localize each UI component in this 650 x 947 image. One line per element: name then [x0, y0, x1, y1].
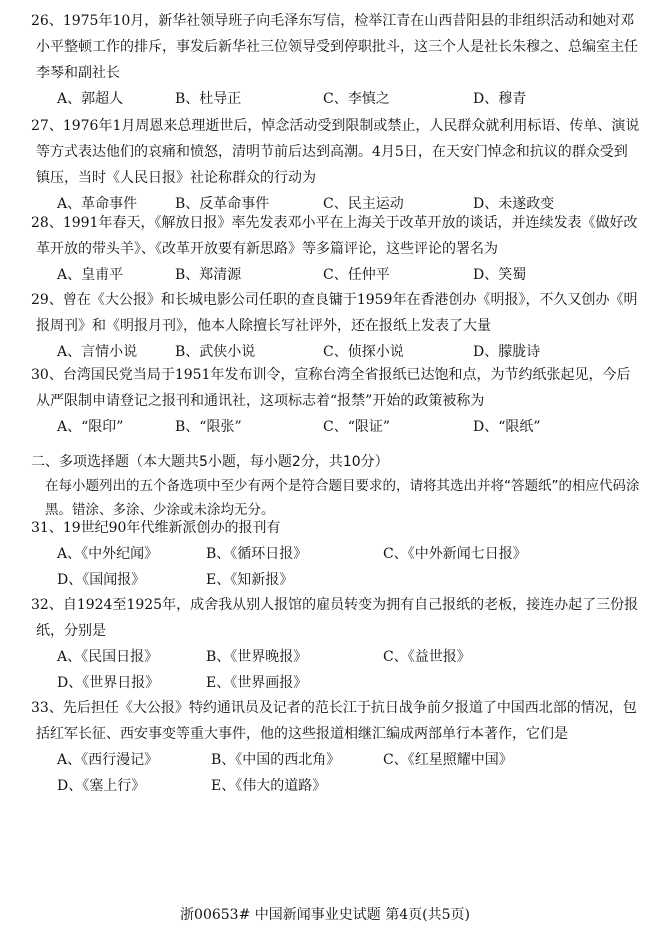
question-29	[31, 287, 641, 365]
option-b: B、“限张”	[175, 419, 242, 435]
option-a: A、《西行漫记》	[57, 752, 159, 768]
option-e: E、《伟大的道路》	[211, 778, 327, 794]
option-b: B、《中国的西北角》	[211, 752, 341, 768]
option-a: A、皇甫平	[57, 267, 124, 283]
options-row	[31, 567, 641, 593]
option-d: D、《国闻报》	[57, 572, 146, 588]
options-row	[31, 262, 641, 288]
option-d: D、朦胧诗	[473, 344, 541, 360]
question-stem: 32、自1924至1925年，成舍我从别人报馆的雇员转变为拥有自己报纸的老板，接连办起了三份报纸，分别是	[31, 597, 639, 639]
question-stem: 33、先后担任《大公报》特约通讯员及记者的范长江于抗日战争前夕报道了中国西北部的情况，包括红军长征、西安事变等重大事件，他的这些报道相继汇编成两部单行本著作，它们是	[31, 700, 637, 742]
option-c: C、《红星照耀中国》	[383, 752, 513, 768]
option-e: E、《世界画报》	[206, 675, 308, 691]
question-stem: 28、1991年春天，《解放日报》率先发表邓小平在上海关于改革开放的谈话，并连续发表《做好改革开放的带头羊》、《改革开放要有新思路》等多篇评论，这些评论的署名为	[31, 215, 638, 257]
option-b: B、《循环日报》	[206, 546, 308, 562]
option-b: B、《世界晚报》	[206, 649, 308, 665]
question-stem: 31、19世纪90年代维新派创办的报刊有	[31, 520, 281, 536]
option-c: C、“限证”	[323, 419, 391, 435]
option-d: D、穆青	[473, 91, 527, 107]
option-c: C、《中外新闻七日报》	[383, 546, 527, 562]
option-d: D、未遂政变	[473, 196, 555, 212]
option-c: C、任仲平	[323, 267, 390, 283]
option-c: C、民主运动	[323, 196, 404, 212]
question-32	[31, 592, 641, 696]
option-c: C、《益世报》	[383, 649, 471, 665]
option-d: D、笑蜀	[473, 267, 527, 283]
option-b: B、郑清源	[175, 267, 242, 283]
question-30	[31, 362, 641, 440]
option-c: C、侦探小说	[323, 344, 404, 360]
question-31	[31, 515, 641, 593]
options-row	[31, 414, 641, 440]
option-a: A、《民国日报》	[57, 649, 159, 665]
options-row	[31, 670, 641, 696]
option-c: C、李慎之	[323, 91, 390, 107]
option-a: A、革命事件	[57, 196, 138, 212]
option-b: B、杜导正	[175, 91, 242, 107]
page-footer: 浙00653# 中国新闻事业史试题 第4页(共5页)	[180, 907, 470, 923]
option-a: A、言情小说	[57, 344, 138, 360]
question-28	[31, 210, 641, 288]
option-d: D、《塞上行》	[57, 778, 146, 794]
question-33	[31, 695, 641, 799]
question-27	[31, 113, 641, 217]
question-stem: 30、台湾国民党当局于1951年发布训令，宣称台湾全省报纸已达饱和点，为节约纸张起见，今后从严限制申请登记之报刊和通讯社，这项标志着“报禁”开始的政策被称为	[31, 367, 631, 409]
section-title: 二、多项选择题（本大题共5小题，每小题2分，共10分）	[31, 454, 389, 470]
option-a: A、《中外纪闻》	[57, 546, 159, 562]
option-d: D、“限纸”	[473, 419, 541, 435]
options-row	[31, 747, 641, 773]
option-a: A、“限印”	[57, 419, 124, 435]
options-row	[31, 541, 641, 567]
options-row	[31, 86, 641, 112]
option-b: B、武侠小说	[175, 344, 256, 360]
option-b: B、反革命事件	[175, 196, 270, 212]
question-stem: 26、1975年10月，新华社领导班子向毛泽东写信，检举江青在山西昔阳县的非组织活动和她对邓小平整顿工作的排斥，事发后新华社三位领导受到停职批斗，这三个人是社长朱穆之、总编室主任李琴和副社长	[31, 13, 638, 81]
options-row	[31, 644, 641, 670]
section-instructions: 在每小题列出的五个备选项中至少有两个是符合题目要求的，请将其选出并将“答题纸”的相应代码涂黑。错涂、多涂、少涂或未涂均无分。	[45, 478, 640, 518]
question-stem: 27、1976年1月周恩来总理逝世后，悼念活动受到限制或禁止，人民群众就利用标语、传单、演说等方式表达他们的哀痛和愤怒，清明节前后达到高潮。4月5日，在天安门悼念和抗议的群众受到镇压，当时《人民日报》社论称群众的行动为	[31, 118, 640, 186]
option-d: D、《世界日报》	[57, 675, 160, 691]
options-row	[31, 773, 641, 799]
option-e: E、《知新报》	[206, 572, 294, 588]
question-stem: 29、曾在《大公报》和长城电影公司任职的查良镛于1959年在香港创办《明报》，不久又创办《明报周刊》和《明报月刊》，他本人除擅长写社评外，还在报纸上发表了大量	[31, 292, 638, 334]
section-2-header	[31, 450, 641, 522]
option-a: A、郭超人	[57, 91, 124, 107]
question-26	[31, 8, 641, 112]
